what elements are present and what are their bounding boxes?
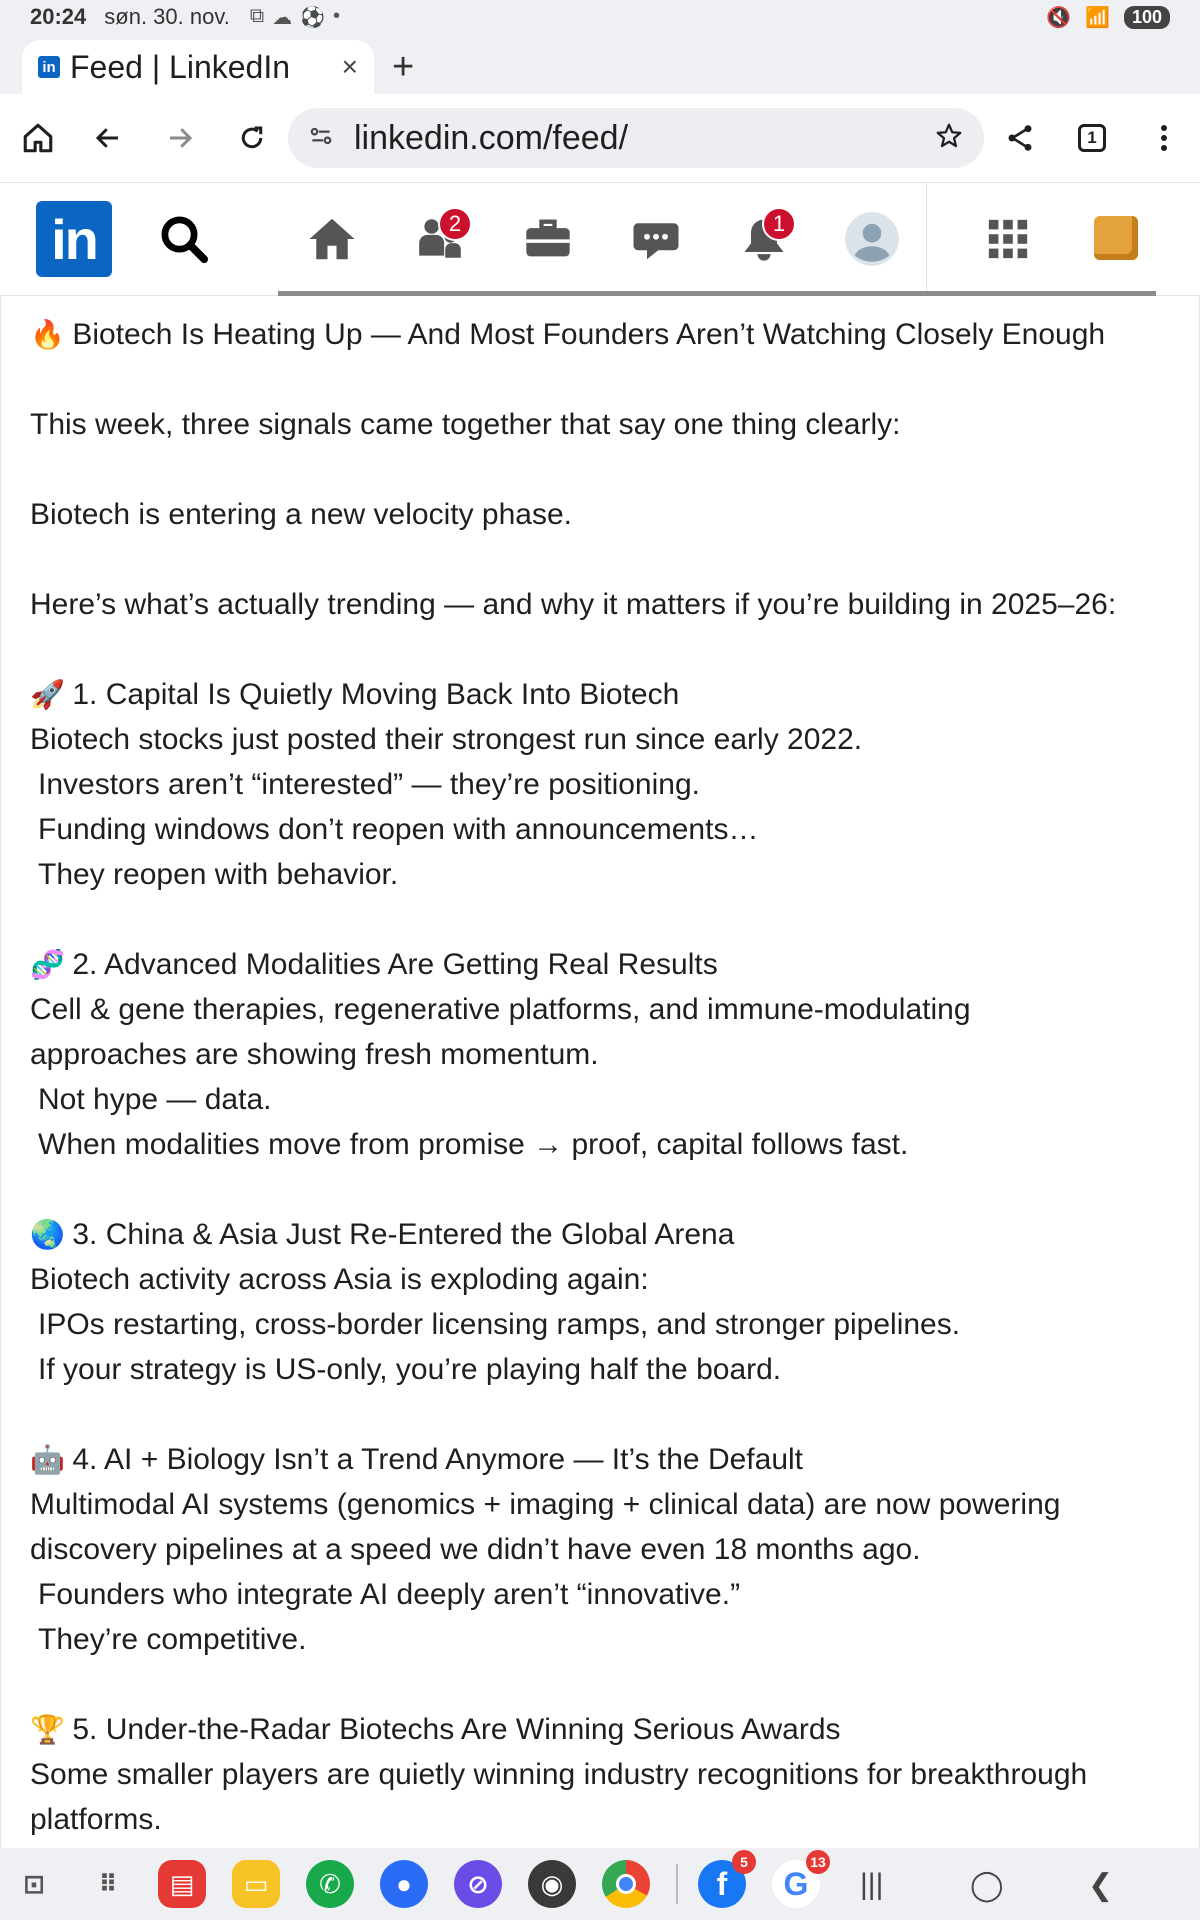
post-line-text: 3. China & Asia Just Re-Entered the Global Arena — [72, 1218, 735, 1251]
site-settings-icon[interactable] — [308, 123, 334, 154]
post-heading-line — [30, 1707, 1180, 1752]
status-notification-icons — [250, 5, 340, 30]
new-tab-button[interactable]: + — [392, 46, 415, 88]
back-arrow-icon[interactable] — [84, 114, 132, 162]
tab-close-icon[interactable]: × — [341, 51, 358, 82]
google-badge: 13 — [806, 1850, 830, 1874]
forward-arrow-icon[interactable] — [156, 114, 204, 162]
notes-app-icon[interactable]: ▤ — [158, 1860, 206, 1908]
apps-grid-icon[interactable] — [976, 207, 1040, 271]
post-line-text: approaches are showing fresh momentum. — [30, 1038, 599, 1071]
post-line — [30, 1617, 1180, 1662]
football-icon: ⚽ — [300, 6, 326, 29]
post-heading-line — [30, 942, 1180, 987]
google-app-icon[interactable]: G 13 — [772, 1860, 820, 1908]
tab-count: 1 — [1078, 124, 1106, 152]
chrome-app-icon[interactable] — [602, 1860, 650, 1908]
share-icon[interactable] — [996, 114, 1044, 162]
browser-toolbar — [0, 94, 1200, 182]
post-line-text: If your strategy is US-only, you’re playing half the board. — [38, 1353, 782, 1386]
browser-tab-strip — [0, 34, 1200, 94]
post-line — [30, 1347, 1180, 1392]
blank-line — [30, 357, 1180, 402]
emoji-icon: 🧬 — [30, 949, 65, 980]
facebook-app-icon[interactable]: f 5 — [698, 1860, 746, 1908]
linkedin-favicon-icon: in — [38, 56, 60, 78]
emoji-icon: 🌏 — [30, 1219, 65, 1250]
post-line — [30, 402, 1180, 447]
post-line — [30, 1257, 1180, 1302]
post-line-text: Here’s what’s actually trending — and why it matters if you’re building in 2025–26: — [30, 588, 1117, 621]
post-line — [30, 1077, 1180, 1122]
files-app-icon[interactable]: ▭ — [232, 1860, 280, 1908]
phone-app-icon[interactable]: ✆ — [306, 1860, 354, 1908]
post-line-text: When modalities move from promise → proof, capital follows fast. — [38, 1128, 909, 1161]
recent-apps-icon[interactable]: ||| — [860, 1868, 884, 1901]
cloud-icon: ☁ — [272, 6, 293, 29]
post-line-text: Founders who integrate AI deeply aren’t “innovative.” — [38, 1578, 741, 1611]
blank-line — [30, 1392, 1180, 1437]
post-line — [30, 1482, 1180, 1527]
url-text[interactable]: linkedin.com/feed/ — [354, 118, 629, 157]
emoji-icon: 🚀 — [30, 679, 65, 710]
profile-avatar[interactable] — [840, 207, 904, 271]
post-line — [30, 762, 1180, 807]
emoji-icon: 🔥 — [30, 319, 65, 350]
home-button-icon[interactable]: ◯ — [970, 1869, 1004, 1902]
post-line-text: They’re competitive. — [38, 1623, 307, 1656]
notifications-bell-icon[interactable] — [732, 207, 796, 271]
linkedin-logo[interactable]: in — [36, 201, 112, 277]
post-line-text: 5. Under-the-Radar Biotechs Are Winning Serious Awards — [72, 1713, 841, 1746]
facebook-badge: 5 — [732, 1850, 756, 1874]
camera-app-icon[interactable]: ◉ — [528, 1860, 576, 1908]
post-line-text: Biotech is entering a new velocity phase. — [30, 498, 572, 531]
wifi-signal-icon: 📶 — [1085, 6, 1110, 29]
linkedin-header — [0, 182, 1200, 296]
android-nav-bar — [0, 1848, 1200, 1920]
battery-indicator: 100 — [1124, 6, 1170, 29]
post-line — [30, 1752, 1180, 1797]
address-bar[interactable] — [288, 108, 984, 168]
taskbar-toggle-icon[interactable]: ⊡ — [23, 1868, 45, 1899]
post-line-text: Biotech stocks just posted their strongest run since early 2022. — [30, 723, 863, 756]
tab-switcher-button[interactable] — [1068, 114, 1116, 162]
post-line-text: Biotech activity across Asia is exploding again: — [30, 1263, 649, 1296]
blank-line — [30, 897, 1180, 942]
screenshot-icon: ⧉ — [249, 4, 265, 27]
post-line — [30, 1797, 1180, 1842]
post-line-text: This week, three signals came together that say one thing clearly: — [30, 408, 901, 441]
post-line-text: platforms. — [30, 1803, 162, 1836]
post-heading-line — [30, 1437, 1180, 1482]
search-icon[interactable] — [152, 207, 216, 271]
app-drawer-icon[interactable]: ⠿ — [98, 1870, 118, 1898]
post-line-text: 2. Advanced Modalities Are Getting Real Results — [72, 948, 718, 981]
blank-line — [30, 1167, 1180, 1212]
post-content — [0, 296, 1200, 1848]
post-line — [30, 717, 1180, 762]
premium-icon[interactable] — [1094, 216, 1138, 260]
dock-divider — [676, 1864, 678, 1904]
notifications-badge: 1 — [762, 207, 796, 241]
post-line-text: Some smaller players are quietly winning industry recognitions for breakthrough — [30, 1758, 1088, 1791]
emoji-icon: 🤖 — [30, 1444, 65, 1475]
blank-line — [30, 627, 1180, 672]
post-line — [30, 1527, 1180, 1572]
browser-tab[interactable] — [22, 40, 374, 94]
my-network-badge: 2 — [438, 207, 472, 241]
post-line-text: IPOs restarting, cross-border licensing ramps, and stronger pipelines. — [38, 1308, 961, 1341]
post-line — [30, 1572, 1180, 1617]
status-bar — [0, 0, 1200, 34]
status-time: 20:24 — [30, 4, 87, 29]
post-line — [30, 582, 1180, 627]
mute-icon: 🔇 — [1046, 6, 1072, 29]
post-line-text: discovery pipelines at a speed we didn’t have even 18 months ago. — [30, 1533, 921, 1566]
post-line — [30, 807, 1180, 852]
reload-icon[interactable] — [228, 114, 276, 162]
back-button-icon[interactable]: ❮ — [1088, 1869, 1114, 1902]
blank-line — [30, 1662, 1180, 1707]
messages-app-icon[interactable]: ● — [380, 1860, 428, 1908]
more-menu-icon[interactable] — [1140, 114, 1188, 162]
post-line-text: Not hype — data. — [38, 1083, 272, 1116]
messaging-icon[interactable] — [624, 207, 688, 271]
header-divider — [926, 183, 927, 297]
post-line — [30, 1302, 1180, 1347]
blank-line — [30, 447, 1180, 492]
post-line-text: 1. Capital Is Quietly Moving Back Into Biotech — [72, 678, 680, 711]
bookmark-star-icon[interactable] — [934, 121, 964, 156]
post-heading-line — [30, 312, 1180, 357]
internet-app-icon[interactable]: ⊘ — [454, 1860, 502, 1908]
post-line-text: Investors aren’t “interested” — they’re positioning. — [38, 768, 700, 801]
emoji-icon: 🏆 — [30, 1714, 65, 1745]
blank-line — [30, 537, 1180, 582]
my-network-icon[interactable] — [408, 207, 472, 271]
post-text — [30, 312, 1180, 1842]
status-date: søn. 30. nov. — [104, 4, 230, 29]
home-nav-icon[interactable] — [300, 207, 364, 271]
post-line-text: Cell & gene therapies, regenerative platforms, and immune-modulating — [30, 993, 971, 1026]
post-line — [30, 1032, 1180, 1077]
post-heading-line — [30, 672, 1180, 717]
post-heading-line — [30, 1212, 1180, 1257]
post-line — [30, 1122, 1180, 1167]
home-icon[interactable] — [14, 114, 62, 162]
post-line-text: Funding windows don’t reopen with announcements… — [38, 813, 759, 846]
post-line-text: Multimodal AI systems (genomics + imaging + clinical data) are now powering — [30, 1488, 1061, 1521]
post-line-text: They reopen with behavior. — [38, 858, 399, 891]
post-line-text: Biotech Is Heating Up — And Most Founders Aren’t Watching Closely Enough — [72, 318, 1106, 351]
post-line-text: 4. AI + Biology Isn’t a Trend Anymore — It’s the Default — [72, 1443, 804, 1476]
chrome-center-icon — [616, 1874, 636, 1894]
post-line — [30, 987, 1180, 1032]
jobs-briefcase-icon[interactable] — [516, 207, 580, 271]
dot-icon: • — [333, 4, 341, 27]
tab-title: Feed | LinkedIn — [70, 48, 291, 85]
post-line — [30, 492, 1180, 537]
post-line — [30, 852, 1180, 897]
